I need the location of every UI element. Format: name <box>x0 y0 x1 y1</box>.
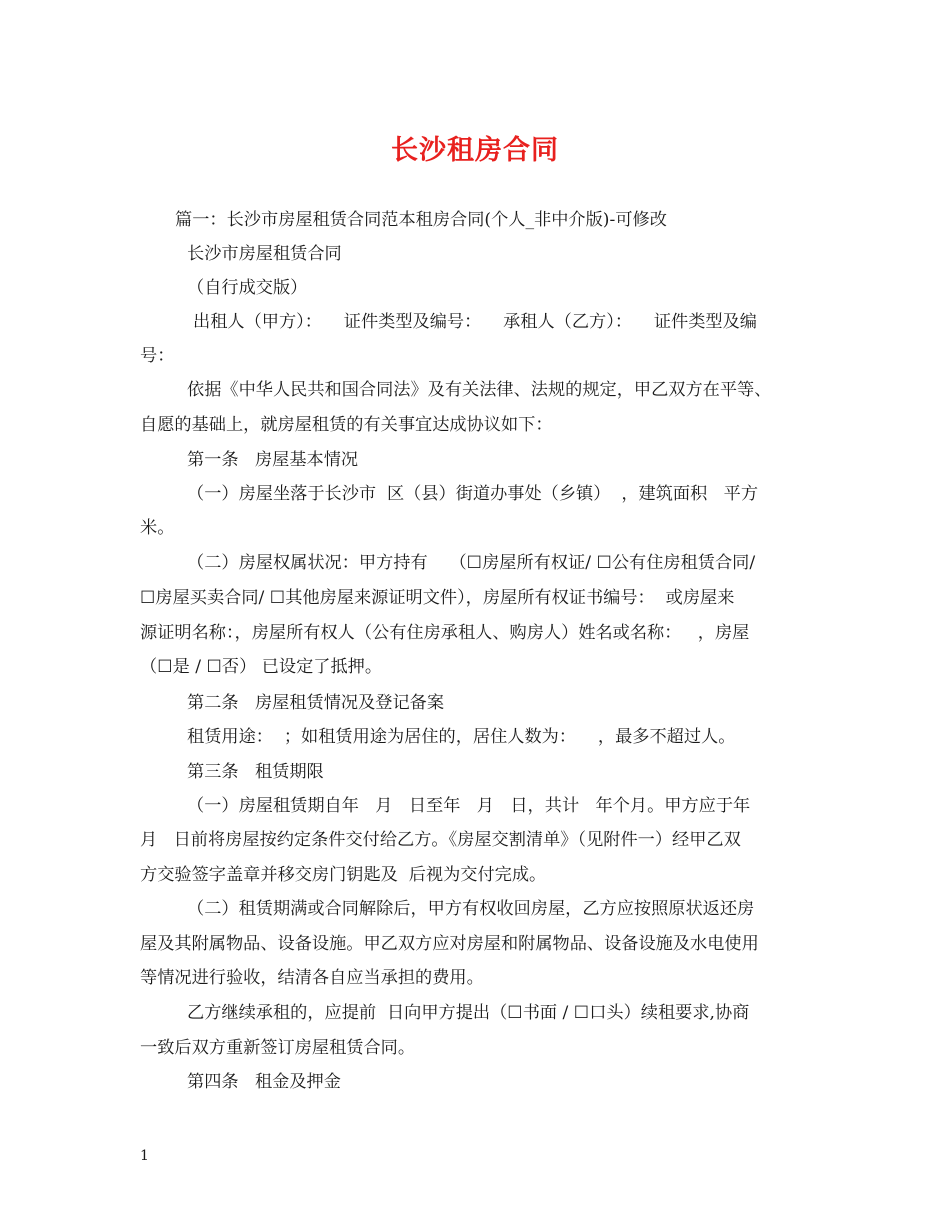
text-line: 第二条 房屋租赁情况及登记备案 <box>187 693 445 713</box>
text-line: 等情况进行验收，结清各自应当承担的费用。 <box>140 968 484 988</box>
text-line: 号： <box>140 346 175 366</box>
text-line: 屋及其附属物品、设备设施。甲乙双方应对房屋和附属物品、设备设施及水电使用 <box>140 934 759 954</box>
text-line: （自行成交版） <box>187 278 308 298</box>
text-line: 源证明名称：，房屋所有权人（公有住房承租人、购房人）姓名或名称： ，房屋 <box>140 623 750 643</box>
text-line: 租赁用途： ；如租赁用途为居住的，居住人数为： ，最多不超过人。 <box>187 727 736 747</box>
text-line: 方交验签字盖章并移交房门钥匙及 后视为交付完成。 <box>140 865 547 885</box>
text-line: （二）租赁期满或合同解除后，甲方有权收回房屋，乙方应按照原状返还房 <box>187 899 755 919</box>
text-line: 篇一：长沙市房屋租赁合同范本租房合同(个人_非中介版)-可修改 <box>175 210 667 230</box>
document-title: 长沙租房合同 <box>391 135 559 166</box>
text-line: 第四条 租金及押金 <box>187 1072 341 1092</box>
text-line: 一致后双方重新签订房屋租赁合同。 <box>140 1038 416 1058</box>
text-line: （一）房屋租赁期自年 月 日至年 月 日，共计 年个月。甲方应于年 <box>187 796 751 816</box>
text-line: 米。 <box>140 518 175 538</box>
text-line: 乙方继续承租的，应提前 日向甲方提出（☐书面 / ☐口头）续租要求,协商 <box>187 1003 750 1023</box>
text-line: 出租人（甲方）： 证件类型及编号： 承租人（乙方）： 证件类型及编 <box>193 312 757 332</box>
text-line: ☐房屋买卖合同/ ☐其他房屋来源证明文件），房屋所有权证书编号： 或房屋来 <box>140 588 735 608</box>
text-line: （一）房屋坐落于长沙市 区（县）街道办事处（乡镇） ，建筑面积 平方 <box>187 484 759 504</box>
text-line: （二）房屋权属状况：甲方持有 （☐房屋所有权证/ ☐公有住房租赁合同/ <box>187 553 756 573</box>
text-line: 第三条 租赁期限 <box>187 762 324 782</box>
page-number: 1 <box>140 1148 149 1164</box>
text-line: 自愿的基础上，就房屋租赁的有关事宜达成协议如下： <box>140 415 553 435</box>
text-line: 第一条 房屋基本情况 <box>187 450 359 470</box>
text-line: 依据《中华人民共和国合同法》及有关法律、法规的规定，甲乙双方在平等、 <box>187 380 772 400</box>
text-line: 长沙市房屋租赁合同 <box>187 244 342 264</box>
text-line: （☐是 / ☐否） 已设定了抵押。 <box>140 657 383 677</box>
text-line: 月 日前将房屋按约定条件交付给乙方。《房屋交割清单》（见附件一）经甲乙双 <box>140 830 741 850</box>
